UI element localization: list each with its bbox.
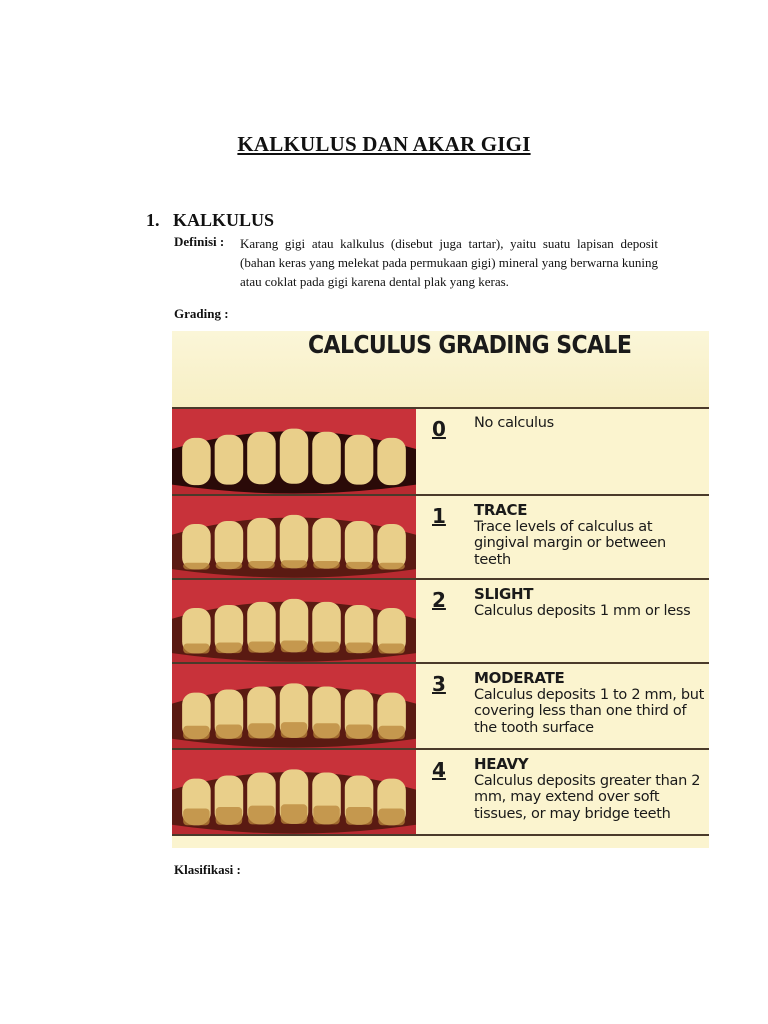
klasifikasi-label: Klasifikasi :	[174, 862, 241, 877]
teeth-photo-grade-4	[172, 750, 416, 834]
grade-description-text: Calculus deposits 1 to 2 mm, but covering less than one third of the tooth surface	[474, 686, 704, 736]
grade-description	[474, 415, 706, 432]
definition-text: Karang gigi atau kalkulus (disebut juga tartar), yaitu suatu lapisan deposit (bahan keras yang melekat pada permukaan gigi) mineral yang berwarna kuning atau coklat pada gigi karena dental plak yang keras.	[240, 236, 658, 289]
grade-name: MODERATE	[474, 669, 565, 687]
grade-row-1	[172, 494, 709, 580]
grade-number: 3	[432, 672, 446, 696]
definition-label: Definisi :	[174, 234, 225, 249]
teeth-photo-grade-1	[172, 496, 416, 580]
grade-description-text: Calculus deposits greater than 2 mm, may extend over soft tissues, or may bridge teeth	[474, 772, 701, 822]
teeth-photo-grade-2	[172, 580, 416, 664]
grade-number: 0	[432, 417, 446, 441]
teeth-photo-grade-3	[172, 664, 416, 750]
grade-description-text: Trace levels of calculus at gingival margin or between teeth	[474, 518, 666, 568]
grade-description-text: Calculus deposits 1 mm or less	[474, 602, 691, 619]
section-title: KALKULUS	[173, 210, 275, 230]
document-title: KALKULUS DAN AKAR GIGI	[237, 132, 531, 156]
grade-row-0	[172, 407, 709, 496]
grade-name: HEAVY	[474, 755, 529, 773]
grade-number: 2	[432, 588, 446, 612]
section-number: 1.	[146, 210, 160, 230]
grade-description	[474, 670, 706, 736]
grade-number: 1	[432, 504, 446, 528]
grade-description	[474, 502, 706, 568]
grade-row-4	[172, 748, 709, 836]
grade-description	[474, 756, 706, 822]
grade-number: 4	[432, 758, 446, 782]
definition-text-block	[174, 234, 658, 291]
section-heading	[146, 210, 274, 231]
calculus-grading-scale-figure	[172, 331, 709, 848]
grade-name: TRACE	[474, 501, 528, 519]
teeth-photo-grade-0	[172, 409, 416, 496]
grade-name: SLIGHT	[474, 585, 534, 603]
grading-label: Grading :	[174, 306, 229, 321]
figure-title: CALCULUS GRADING SCALE	[308, 331, 632, 360]
grade-row-3	[172, 662, 709, 750]
figure-title-band	[172, 331, 709, 407]
grade-description-text: No calculus	[474, 415, 554, 431]
grade-description	[474, 586, 706, 619]
grade-row-2	[172, 578, 709, 664]
